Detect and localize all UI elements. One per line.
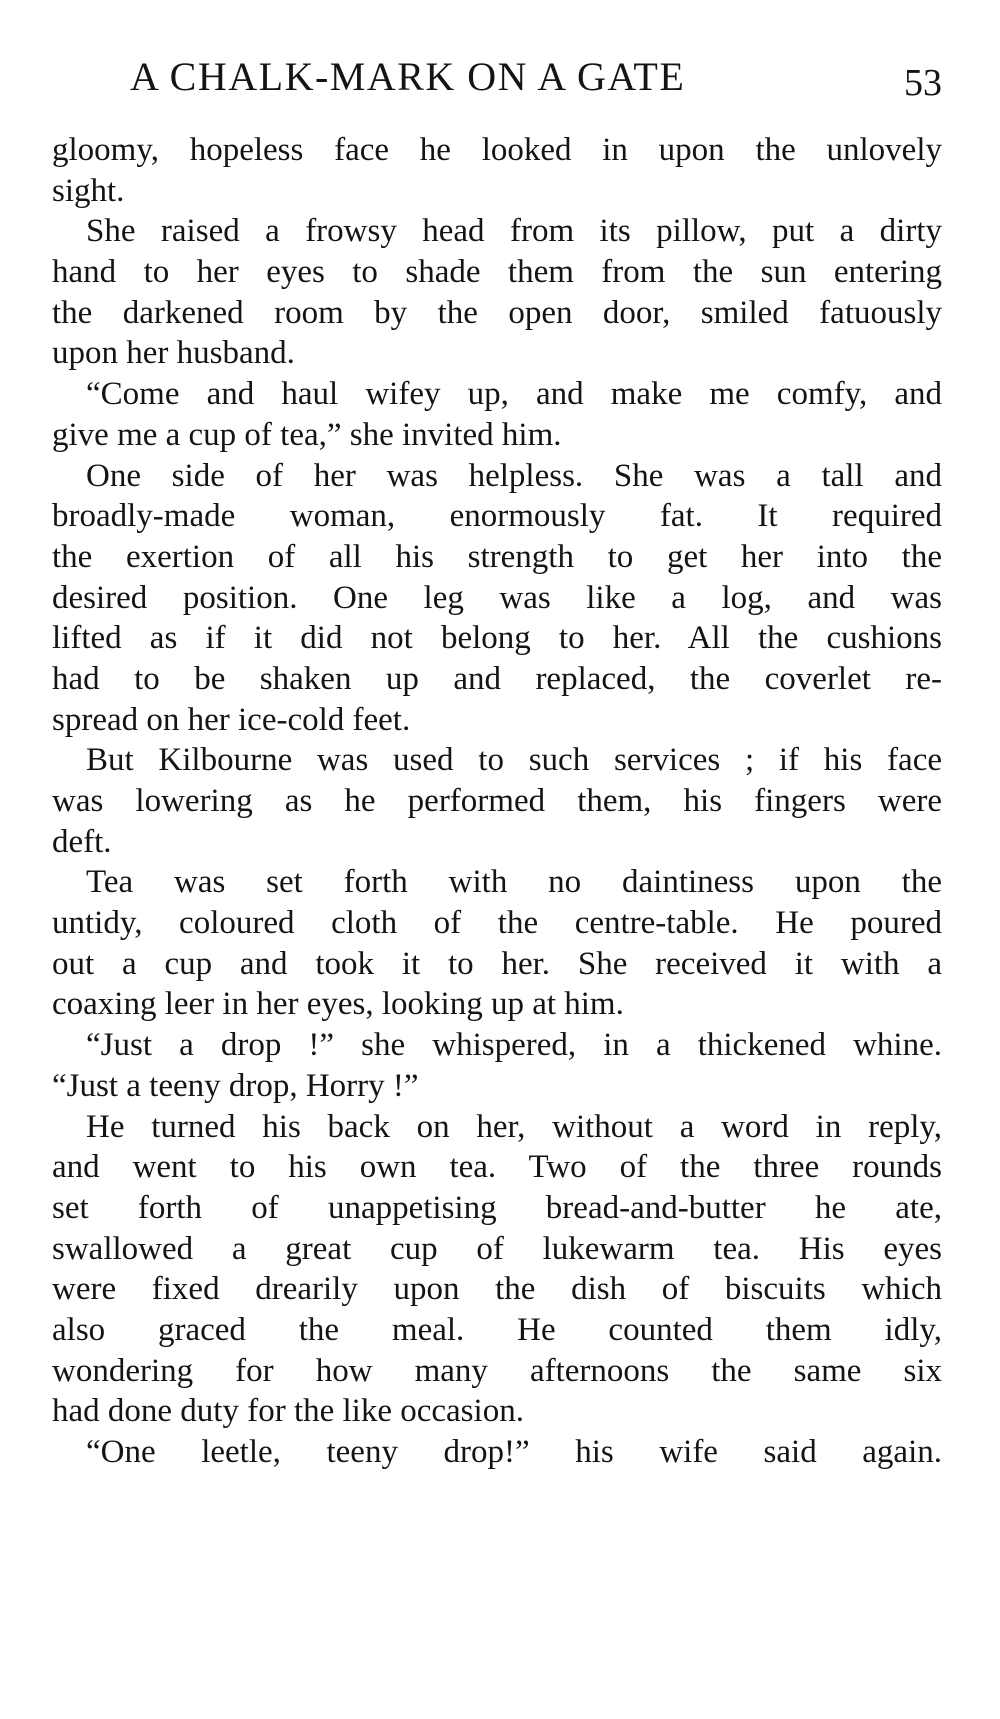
text-line: swallowed a great cup of lukewarm tea. His eyes (52, 1230, 942, 1267)
text-line: had done duty for the like occasion. (52, 1393, 524, 1430)
text-line: One side of her was helpless. She was a tall and (86, 457, 942, 494)
text-line: “One leetle, teeny drop!” his wife said again. (86, 1434, 942, 1470)
text-line: deft. (52, 823, 112, 860)
running-title: A CHALK-MARK ON A GATE (130, 54, 686, 99)
text-line: give me a cup of tea,” she invited him. (52, 416, 562, 453)
text-line: wondering for how many afternoons the same six (52, 1352, 942, 1389)
text-line: But Kilbourne was used to such services ; if his face (86, 742, 942, 779)
text-line: the exertion of all his strength to get her into the (52, 538, 942, 575)
text-line: broadly-made woman, enormously fat. It required (52, 498, 942, 535)
text-line: untidy, coloured cloth of the centre-table. He poured (52, 905, 942, 942)
body-text (52, 130, 942, 1473)
page-header (52, 52, 942, 102)
text-line: hand to her eyes to shade them from the sun entering (52, 254, 942, 291)
text-line: spread on her ice-cold feet. (52, 701, 411, 738)
text-line: were fixed drearily upon the dish of biscuits which (52, 1271, 942, 1308)
text-line: the darkened room by the open door, smiled fatuously (52, 294, 942, 331)
text-line: upon her husband. (52, 335, 295, 372)
text-line: sight. (52, 172, 125, 209)
text-line: gloomy, hopeless face he looked in upon the unlovely (52, 132, 942, 168)
text-line: was lowering as he performed them, his fingers were (52, 783, 942, 819)
text-line: Tea was set forth with no daintiness upon the (86, 864, 942, 901)
page-number: 53 (904, 62, 942, 104)
text-line: set forth of unappetising bread-and-butter he ate, (52, 1189, 942, 1226)
text-line: “Come and haul wifey up, and make me comfy, and (86, 376, 942, 413)
text-line: “Just a drop !” she whispered, in a thickened whine. (86, 1027, 942, 1064)
text-line: desired position. One leg was like a log, and was (52, 579, 942, 616)
text-line: out a cup and took it to her. She received it with a (52, 945, 942, 982)
text-line: coaxing leer in her eyes, looking up at him. (52, 986, 624, 1023)
text-line: She raised a frowsy head from its pillow, put a dirty (86, 213, 942, 250)
text-line: lifted as if it did not belong to her. All the cushions (52, 620, 942, 657)
text-line: also graced the meal. He counted them idly, (52, 1311, 942, 1348)
text-line: He turned his back on her, without a word in reply, (86, 1108, 942, 1145)
text-line: and went to his own tea. Two of the three rounds (52, 1149, 942, 1186)
text-line: had to be shaken up and replaced, the coverlet re- (52, 660, 942, 697)
text-line: “Just a teeny drop, Horry !” (52, 1067, 419, 1104)
